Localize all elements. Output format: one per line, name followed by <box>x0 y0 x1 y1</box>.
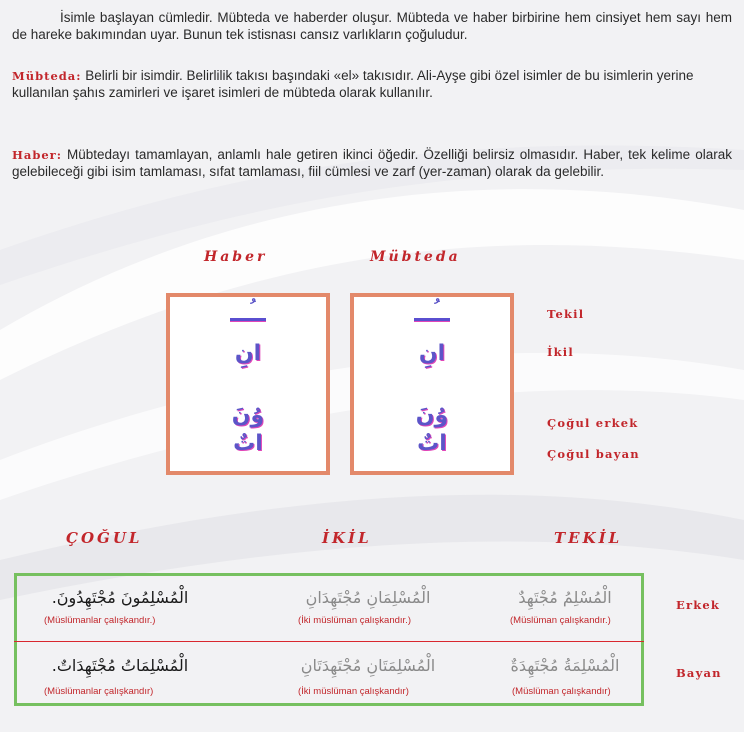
bayan-cogul-arabic: الْمُسْلِمَاتُ مُجْتَهِدَاتٌ. <box>51 656 189 675</box>
bayan-tekil-arabic: الْمُسْلِمَةُ مُجْتَهِدَةٌ <box>510 656 620 675</box>
side-label-erkek: Erkek <box>676 598 721 612</box>
erkek-ikil-arabic: الْمُسْلِمَانِ مُجْتَهِدَانِ <box>305 588 431 607</box>
mubteda-heading: Mübteda <box>370 249 461 265</box>
row-label-cogul-erkek: Çoğul erkek <box>547 416 639 430</box>
mubteda-ikil-ending: انِ <box>418 341 446 366</box>
row-label-cogul-bayan: Çoğul bayan <box>547 447 640 461</box>
mubteda-term: Mübteda: <box>12 69 82 83</box>
erkek-cogul-arabic: الْمُسْلِمُونَ مُجْتَهِدُونَ. <box>51 588 189 607</box>
bayan-tekil-translation: (Müslüman çalışkandır) <box>512 686 611 697</box>
haber-paragraph <box>12 147 732 180</box>
haber-cogul-bayan-ending: اتٌ <box>233 431 263 456</box>
haber-term: Haber: <box>12 148 62 162</box>
mubteda-cogul-bayan-ending: اتٌ <box>417 431 447 456</box>
mubteda-endings-box <box>350 293 514 475</box>
erkek-ikil-translation: (İki müslüman çalışkandır.) <box>298 615 411 626</box>
haber-cogul-erkek-ending: وُنَ <box>231 403 265 428</box>
row-label-ikil: İkil <box>547 345 574 359</box>
header-tekil: TEKİL <box>554 529 623 547</box>
mubteda-tekil-dash <box>414 318 450 321</box>
erkek-cogul-translation: (Müslümanlar çalışkandır.) <box>44 615 156 626</box>
bayan-ikil-translation: (İki müslüman çalışkandır) <box>298 686 409 697</box>
side-label-bayan: Bayan <box>676 666 722 680</box>
bayan-cogul-translation: (Müslümanlar çalışkandır) <box>44 686 154 697</box>
erkek-tekil-arabic: الْمُسْلِمُ مُجْتَهِدٌ <box>518 588 612 607</box>
haber-tekil-dash <box>230 318 266 321</box>
table-row-divider <box>14 641 644 642</box>
mubteda-text: Belirli bir isimdir. Belirlilik takısı başındaki «el» takısıdır. Ali-Ayşe gibi özel isimler de bu isimlerin yerine kullanılan şahıs zamirleri ve işaret isimleri de mübteda olarak kullanılır. <box>12 68 694 100</box>
bayan-ikil-arabic: الْمُسْلِمَتَانِ مُجْتَهِدَتَانِ <box>300 656 436 675</box>
intro-paragraph: İsimle başlayan cümledir. Mübteda ve haberder oluşur. Mübteda ve haber birbirine hem cinsiyet hem sayı hem de hareke bakımından uyar. Bunun tek istisnası cansız varlıkların çoğuludur. <box>12 10 732 42</box>
mubteda-cogul-erkek-ending: وُنَ <box>415 403 449 428</box>
haber-text: Mübtedayı tamamlayan, anlamlı hale getiren ikinci öğedir. Özelliği belirsiz olmasıdır. Haber, tek kelime olarak gelebileceği gibi isim tamlaması, sıfat tamlaması, fiil cümlesi ve zarf (yer-zaman) olarak da gelebilir. <box>12 147 732 179</box>
mubteda-paragraph <box>12 68 732 101</box>
haber-heading: Haber <box>204 249 268 265</box>
haber-ikil-ending: انِ <box>234 341 262 366</box>
haber-endings-box <box>166 293 330 475</box>
header-cogul: ÇOĞUL <box>66 529 143 547</box>
row-label-tekil: Tekil <box>547 307 585 321</box>
header-ikil: İKİL <box>322 529 372 547</box>
erkek-tekil-translation: (Müslüman çalışkandır.) <box>510 615 611 626</box>
